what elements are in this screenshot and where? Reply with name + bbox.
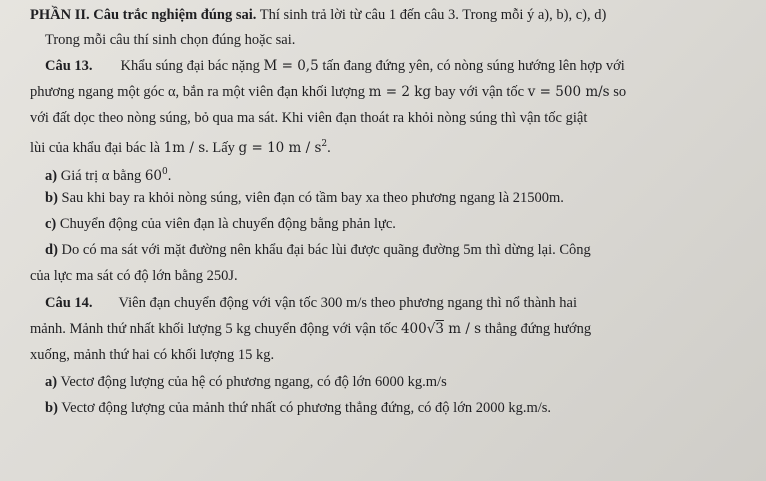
section-instruction-2: Trong mỗi câu thí sinh chọn đúng hoặc sai.	[45, 32, 296, 48]
q13-option-c	[45, 215, 396, 233]
q13-line-1	[45, 57, 625, 75]
q13-b-text: Sau khi bay ra khỏi nòng súng, viên đạn có tầm bay xa theo phương ngang là 21500m.	[57, 190, 564, 206]
q13-a-end: .	[167, 168, 172, 184]
q13-b-label: b)	[45, 190, 58, 206]
q13-label: Câu 13.	[45, 58, 93, 74]
q13-l3: với đất dọc theo nòng súng, bỏ qua ma sát. Khi viên đạn thoát ra khỏi nòng súng thì vận tốc giật	[30, 110, 588, 126]
q13-velocity: v = 500 m/s	[527, 84, 610, 100]
q14-sqrt-symbol: √	[426, 321, 436, 337]
q13-l4a: lùi của khẩu đại bác là	[30, 140, 164, 156]
q13-l1a: Khẩu súng đại bác nặng	[120, 58, 264, 74]
q14-line-2	[30, 320, 591, 338]
q13-l1b: tấn đang đứng yên, có nòng súng hướng lên hợp với	[318, 58, 625, 74]
q14-speed-unit: m / s	[443, 321, 482, 337]
q13-gravity-exp: 2	[321, 139, 328, 149]
q14-a-text: Vectơ động lượng của hệ có phương ngang, có độ lớn 6000 kg.m/s	[57, 374, 447, 390]
q14-l2b: thẳng đứng hướng	[481, 321, 592, 337]
q13-a-degree: 0	[162, 167, 168, 177]
q13-l4c: .	[327, 140, 331, 156]
q13-mass-M: M = 0,5	[263, 58, 319, 74]
q13-mass-m: m = 2 kg	[368, 84, 432, 100]
q13-l2b: bay với vận tốc	[431, 84, 528, 100]
q14-sqrt-arg: 3	[435, 321, 444, 337]
q13-option-b	[45, 189, 564, 207]
q13-line-3	[30, 109, 587, 127]
q13-l2a: phương ngang một góc α, bắn ra một viên đạn khối lượng	[30, 84, 369, 100]
q14-l3: xuống, mảnh thứ hai có khối lượng 15 kg.	[30, 347, 275, 363]
q14-option-a	[45, 373, 447, 391]
q13-option-a	[45, 163, 171, 185]
q14-line-3	[30, 346, 274, 364]
section-instruction-line-2	[45, 31, 295, 49]
q14-l1: Viên đạn chuyển động với vận tốc 300 m/s theo phương ngang thì nổ thành hai	[118, 295, 578, 311]
section-heading: PHẦN II. Câu trắc nghiệm đúng sai.	[30, 7, 257, 23]
q14-l2a: mảnh. Mảnh thứ nhất khối lượng 5 kg chuyển động với vận tốc	[30, 321, 401, 337]
q14-label: Câu 14.	[45, 295, 93, 311]
q13-recoil: 1m / s	[163, 140, 206, 156]
q13-a-text: Giá trị α bằng	[57, 168, 145, 184]
q13-d-text-2: của lực ma sát có độ lớn bằng 250J.	[30, 268, 238, 284]
q14-line-1	[45, 294, 577, 312]
q13-d-label: d)	[45, 242, 58, 258]
q13-option-d	[45, 241, 591, 259]
q13-option-d-cont	[30, 267, 238, 285]
q13-line-4	[30, 135, 331, 157]
section-instruction-1: Thí sinh trả lời từ câu 1 đến câu 3. Trong mỗi ý a), b), c), d)	[256, 7, 607, 23]
q14-b-label: b)	[45, 400, 58, 416]
q14-a-label: a)	[45, 374, 58, 390]
q13-c-label: c)	[45, 216, 57, 232]
q13-l4b: . Lấy	[205, 140, 239, 156]
q14-option-b	[45, 399, 551, 417]
q13-c-text: Chuyển động của viên đạn là chuyển động bằng phản lực.	[56, 216, 396, 232]
section-heading-line	[30, 6, 606, 24]
q14-speed-coef: 400	[400, 321, 427, 337]
q13-gravity: g = 10 m / s	[238, 140, 322, 156]
q13-line-2	[30, 83, 626, 101]
q13-l2c: so	[609, 84, 627, 100]
q13-a-value: 60	[144, 168, 163, 184]
q14-b-text: Vectơ động lượng của mảnh thứ nhất có phương thẳng đứng, có độ lớn 2000 kg.m/s.	[57, 400, 552, 416]
q13-d-text-1: Do có ma sát với mặt đường nên khẩu đại bác lùi được quãng đường 5m thì dừng lại. Công	[57, 242, 591, 258]
q13-a-label: a)	[45, 168, 58, 184]
